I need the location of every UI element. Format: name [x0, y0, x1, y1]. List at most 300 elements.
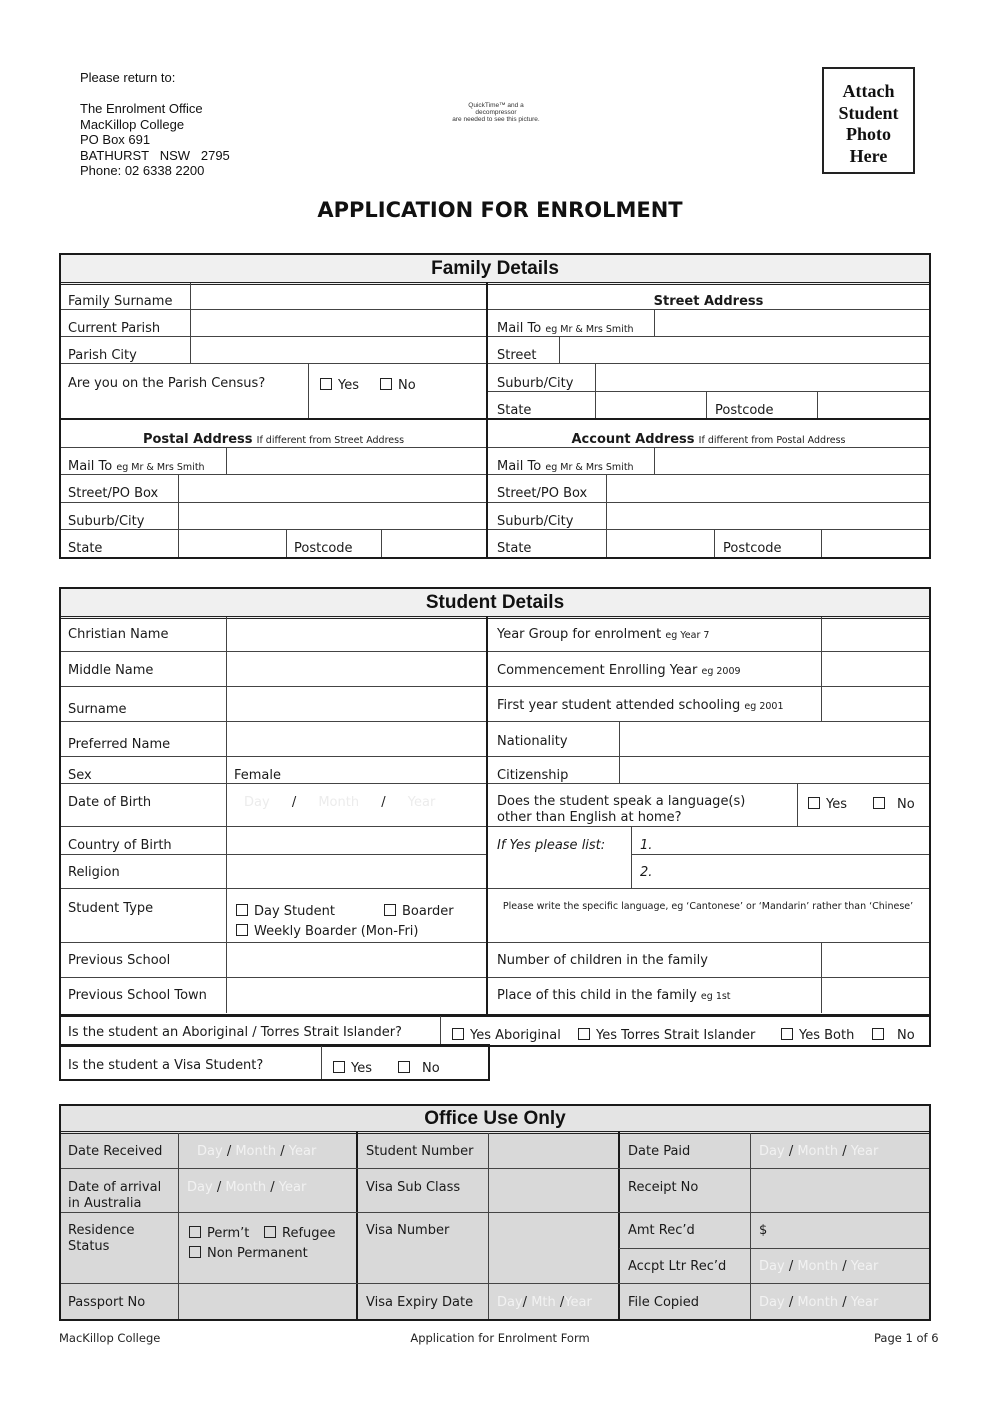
parish-census-question: Are you on the Parish Census?	[68, 376, 266, 391]
account-mail-to-field[interactable]	[656, 449, 928, 473]
footer-left: MacKillop College	[59, 1331, 161, 1345]
postal-street-field[interactable]	[180, 476, 485, 501]
visa-no-option[interactable]	[398, 1061, 440, 1076]
account-suburb-field[interactable]	[608, 504, 928, 528]
heading-note: If different from Postal Address	[698, 435, 846, 446]
passport-field[interactable]	[180, 1285, 355, 1318]
placeholder-line: decompressor	[475, 109, 517, 116]
previous-school-town-field[interactable]	[228, 979, 485, 1011]
language-yes-option[interactable]	[808, 797, 847, 812]
option-label: No	[897, 797, 915, 812]
checkbox-icon[interactable]	[384, 904, 396, 916]
divider	[654, 309, 655, 336]
visa-number-field[interactable]	[490, 1214, 617, 1282]
postal-mail-to-label	[68, 459, 205, 474]
photo-box-text: Student	[838, 102, 899, 123]
surname-field[interactable]	[228, 688, 485, 720]
day-placeholder: Day	[244, 795, 270, 810]
christian-name-label: Christian Name	[68, 627, 169, 642]
non-permanent-option[interactable]	[189, 1246, 308, 1261]
divider	[61, 686, 486, 687]
date-arrival-label	[68, 1180, 161, 1212]
census-no-option[interactable]	[380, 378, 416, 393]
if-yes-list-label: If Yes please list:	[497, 838, 606, 853]
option-label: Yes	[338, 378, 359, 393]
atsi-yes-both-option[interactable]	[781, 1028, 854, 1043]
date-separator: /	[291, 795, 297, 810]
street-mail-to-field[interactable]	[656, 311, 928, 335]
date-separator: /	[842, 1259, 847, 1274]
divider	[488, 447, 929, 448]
divider	[488, 942, 929, 943]
preferred-name-label: Preferred Name	[68, 737, 171, 752]
date-separator: /	[381, 795, 386, 810]
divider	[61, 336, 486, 337]
question-line: other than English at home?	[497, 810, 682, 825]
visa-student-question: Is the student a Visa Student?	[68, 1058, 264, 1073]
missing-image-placeholder	[436, 102, 556, 123]
postal-state-label: State	[68, 541, 103, 556]
divider	[61, 502, 486, 503]
divider	[356, 1131, 358, 1319]
label-line: Date of arrival	[68, 1180, 162, 1195]
return-to-label: Please return to:	[80, 70, 176, 85]
example-text: eg Mr & Mrs Smith	[545, 324, 634, 335]
current-parish-label: Current Parish	[68, 321, 161, 336]
divider	[61, 854, 486, 855]
nationality-label: Nationality	[497, 734, 568, 749]
date-separator: /	[226, 1144, 232, 1159]
postal-mail-to-field[interactable]	[228, 449, 485, 473]
checkbox-icon[interactable]	[808, 797, 820, 809]
label-text: Mail To	[497, 459, 542, 474]
divider	[61, 1168, 929, 1169]
divider	[286, 529, 287, 557]
divider	[61, 888, 486, 889]
date-separator: /	[270, 1180, 275, 1195]
divider	[308, 363, 309, 418]
divider	[488, 1133, 489, 1319]
month-placeholder: Month	[318, 795, 360, 810]
divider	[440, 1016, 441, 1046]
current-parish-field[interactable]	[192, 311, 485, 335]
sex-field[interactable]: Female	[234, 768, 282, 783]
place-child-label	[497, 988, 731, 1003]
option-label: No	[398, 378, 416, 393]
divider	[595, 363, 596, 418]
day-student-option[interactable]	[236, 904, 335, 919]
weekly-boarder-option[interactable]	[236, 924, 418, 939]
divider	[226, 447, 227, 474]
divider	[321, 1046, 322, 1079]
commencement-year-label	[497, 663, 741, 678]
checkbox-icon[interactable]	[873, 797, 885, 809]
divider	[61, 826, 486, 827]
date-paid-field[interactable]	[759, 1144, 878, 1159]
option-label: Yes	[826, 797, 847, 812]
example-text: eg Year 7	[665, 630, 710, 641]
address-line: MacKillop College	[80, 116, 185, 132]
day-placeholder: Day	[759, 1259, 785, 1274]
label-text: Commencement Enrolling Year	[497, 663, 698, 678]
month-placeholder: Month	[225, 1180, 267, 1195]
address-line: The Enrolment Office	[80, 101, 203, 116]
dob-field[interactable]	[244, 795, 435, 810]
photo-box-text: Here	[849, 145, 888, 166]
divider	[797, 783, 798, 826]
divider	[821, 617, 822, 721]
year-group-field[interactable]	[823, 618, 928, 650]
divider	[619, 1248, 929, 1249]
checkbox-icon[interactable]	[333, 1061, 345, 1073]
label-text: Mail To	[68, 459, 113, 474]
street-field[interactable]	[561, 338, 928, 362]
christian-name-field[interactable]	[228, 618, 485, 650]
divider	[178, 1133, 179, 1319]
day-placeholder: Day	[759, 1144, 785, 1159]
month-placeholder: Mth	[531, 1295, 556, 1310]
amt-recd-field[interactable]: $	[759, 1223, 768, 1238]
language-1-field[interactable]: 1.	[640, 838, 653, 853]
account-mail-to-label	[497, 459, 634, 474]
student-photo-box[interactable]	[822, 67, 915, 174]
postal-street-label: Street/PO Box	[68, 486, 159, 501]
option-label: Yes Aboriginal	[470, 1028, 561, 1043]
divider	[619, 721, 620, 783]
option-label: Perm’t	[207, 1226, 250, 1241]
receipt-no-label: Receipt No	[628, 1180, 699, 1195]
country-of-birth-field[interactable]	[228, 828, 485, 853]
account-state-field[interactable]	[608, 531, 713, 556]
account-street-field[interactable]	[608, 476, 928, 501]
date-received-label: Date Received	[68, 1144, 163, 1159]
address-line: PO Box 691	[80, 132, 151, 147]
checkbox-icon[interactable]	[872, 1028, 884, 1040]
passport-label: Passport No	[68, 1295, 146, 1310]
year-placeholder: Year	[564, 1295, 592, 1310]
middle-name-field[interactable]	[228, 653, 485, 685]
page-title: APPLICATION FOR ENROLMENT	[317, 198, 683, 222]
date-separator: /	[280, 1144, 285, 1159]
file-copied-label: File Copied	[628, 1295, 700, 1310]
example-text: eg Mr & Mrs Smith	[545, 462, 634, 473]
census-yes-option[interactable]	[320, 378, 359, 393]
divider	[750, 1133, 751, 1319]
permanent-option[interactable]	[189, 1226, 249, 1241]
amt-recd-label: Amt Rec’d	[628, 1223, 695, 1238]
placeholder-line: are needed to see this picture.	[452, 116, 540, 123]
street-postcode-field[interactable]	[819, 393, 928, 417]
street-state-label: State	[497, 403, 532, 418]
date-separator: /	[788, 1144, 794, 1159]
sex-label: Sex	[68, 768, 92, 783]
checkbox-icon[interactable]	[320, 378, 332, 390]
divider	[714, 529, 715, 557]
placeholder-line: QuickTime™ and a	[468, 102, 524, 109]
divider	[61, 783, 486, 784]
divider	[381, 529, 382, 557]
divider	[61, 1283, 929, 1284]
visa-expiry-field[interactable]	[497, 1295, 592, 1310]
student-type-label: Student Type	[68, 901, 154, 916]
divider	[488, 721, 929, 722]
street-state-field[interactable]	[597, 393, 705, 417]
label-text: Mail To	[497, 321, 542, 336]
example-text: eg Mr & Mrs Smith	[116, 462, 205, 473]
divider	[190, 283, 191, 363]
month-placeholder: Month	[797, 1295, 839, 1310]
divider	[61, 651, 486, 652]
divider	[817, 391, 818, 418]
option-label: Yes Both	[799, 1028, 855, 1043]
divider	[706, 391, 707, 418]
student-details-heading: Student Details	[61, 589, 929, 619]
divider	[488, 529, 929, 530]
postal-suburb-field[interactable]	[180, 504, 485, 528]
visa-expiry-label: Visa Expiry Date	[366, 1295, 474, 1310]
commencement-year-field[interactable]	[823, 653, 928, 685]
divider	[61, 942, 486, 943]
account-postcode-label: Postcode	[723, 541, 782, 556]
divider	[61, 721, 486, 722]
date-arrival-field[interactable]	[187, 1180, 306, 1195]
language-note: Please write the specific language, eg ‘Cantonese’ or ‘Mandarin’ rather than ‘Chinese’	[502, 901, 914, 912]
visa-number-label: Visa Number	[366, 1223, 450, 1238]
student-number-field[interactable]	[490, 1134, 617, 1167]
divider	[61, 529, 486, 530]
checkbox-icon[interactable]	[189, 1246, 201, 1258]
divider	[60, 418, 930, 420]
divider	[488, 363, 929, 364]
file-copied-field[interactable]	[759, 1295, 878, 1310]
divider	[488, 686, 929, 687]
date-paid-label: Date Paid	[628, 1144, 691, 1159]
divider	[606, 474, 607, 557]
divider	[631, 826, 632, 888]
boarder-option[interactable]	[384, 904, 454, 919]
divider	[618, 1131, 620, 1319]
num-children-label: Number of children in the family	[497, 953, 708, 968]
divider	[486, 616, 488, 1016]
month-placeholder: Month	[235, 1144, 277, 1159]
previous-school-label: Previous School	[68, 953, 171, 968]
option-label: Weekly Boarder (Mon-Fri)	[254, 924, 419, 939]
previous-school-town-label: Previous School Town	[68, 988, 207, 1003]
divider	[821, 942, 822, 1013]
divider	[488, 783, 929, 784]
year-placeholder: Year	[278, 1180, 307, 1195]
example-text: eg 2009	[701, 666, 741, 677]
label-text: First year student attended schooling	[497, 698, 741, 713]
date-separator: /	[842, 1295, 847, 1310]
month-placeholder: Month	[797, 1259, 839, 1274]
divider	[488, 474, 929, 475]
divider	[178, 474, 179, 557]
year-placeholder: Year	[850, 1144, 879, 1159]
atsi-question: Is the student an Aboriginal / Torres Strait Islander?	[68, 1025, 402, 1040]
date-separator: /	[522, 1295, 528, 1310]
street-suburb-field[interactable]	[597, 365, 928, 390]
divider	[488, 336, 929, 337]
divider	[226, 617, 227, 1013]
checkbox-icon[interactable]	[264, 1226, 276, 1238]
option-label: Non Permanent	[207, 1246, 308, 1261]
example-text: eg 1st	[700, 991, 731, 1002]
checkbox-icon[interactable]	[398, 1061, 410, 1073]
account-street-label: Street/PO Box	[497, 486, 588, 501]
visa-sub-class-field[interactable]	[490, 1170, 617, 1211]
checkbox-icon[interactable]	[452, 1028, 464, 1040]
divider	[61, 309, 486, 310]
postal-state-field[interactable]	[180, 531, 285, 556]
family-surname-field[interactable]	[192, 284, 485, 308]
account-address-heading	[488, 432, 929, 447]
checkbox-icon[interactable]	[781, 1028, 793, 1040]
accpt-ltr-label: Accpt Ltr Rec’d	[628, 1259, 727, 1274]
visa-sub-class-label: Visa Sub Class	[366, 1180, 461, 1195]
label-text: Place of this child in the family	[497, 988, 697, 1003]
label-text: Year Group for enrolment	[497, 627, 662, 642]
dob-label: Date of Birth	[68, 795, 152, 810]
month-placeholder: Month	[797, 1144, 839, 1159]
divider	[821, 529, 822, 557]
parish-city-field[interactable]	[192, 338, 485, 362]
first-year-schooling-label	[497, 698, 784, 713]
citizenship-field[interactable]	[621, 758, 928, 782]
divider	[486, 282, 488, 558]
other-language-question	[497, 794, 745, 826]
label-line: Residence	[68, 1223, 135, 1238]
religion-field[interactable]	[228, 856, 485, 887]
street-mail-to-label	[497, 321, 634, 336]
option-label: Boarder	[402, 904, 454, 919]
checkbox-icon[interactable]	[380, 378, 392, 390]
divider	[61, 447, 486, 448]
divider	[488, 391, 929, 392]
receipt-no-field[interactable]	[752, 1170, 928, 1211]
parish-city-label: Parish City	[68, 348, 137, 363]
language-no-option[interactable]	[873, 797, 915, 812]
year-placeholder: Year	[288, 1144, 317, 1159]
heading-text: Postal Address	[142, 432, 253, 447]
checkbox-icon[interactable]	[189, 1226, 201, 1238]
divider	[488, 756, 929, 757]
address-line: BATHURST NSW 2795	[80, 147, 230, 163]
option-label: Yes	[351, 1061, 372, 1076]
day-placeholder: Day	[197, 1144, 223, 1159]
previous-school-field[interactable]	[228, 944, 485, 976]
divider	[488, 826, 929, 827]
street-postcode-label: Postcode	[715, 403, 774, 418]
day-placeholder: Day	[759, 1295, 785, 1310]
divider	[61, 756, 486, 757]
street-label: Street	[497, 348, 537, 363]
divider	[631, 854, 929, 855]
account-postcode-field[interactable]	[823, 531, 928, 556]
atsi-yes-tsi-option[interactable]	[578, 1028, 755, 1043]
citizenship-label: Citizenship	[497, 768, 569, 783]
surname-label: Surname	[68, 702, 127, 717]
date-separator: /	[216, 1180, 222, 1195]
visa-yes-option[interactable]	[333, 1061, 372, 1076]
year-group-label	[497, 627, 709, 642]
option-label: Day Student	[254, 904, 335, 919]
divider	[61, 977, 486, 978]
refugee-option[interactable]	[264, 1226, 336, 1241]
year-placeholder: Year	[407, 795, 436, 810]
middle-name-label: Middle Name	[68, 663, 154, 678]
street-suburb-label: Suburb/City	[497, 376, 574, 391]
divider	[488, 309, 929, 310]
divider	[559, 336, 560, 363]
label-line: in Australia	[68, 1196, 142, 1211]
example-text: eg 2001	[744, 701, 784, 712]
residence-status-label	[68, 1223, 134, 1255]
postal-postcode-field[interactable]	[383, 531, 485, 556]
postal-address-heading	[61, 432, 486, 447]
checkbox-icon[interactable]	[578, 1028, 590, 1040]
heading-text: Account Address	[571, 432, 695, 447]
language-2-field[interactable]: 2.	[640, 865, 653, 880]
atsi-yes-aboriginal-option[interactable]	[452, 1028, 561, 1043]
day-placeholder: Day	[497, 1295, 523, 1310]
family-details-heading: Family Details	[61, 255, 929, 285]
divider	[488, 651, 929, 652]
checkbox-icon[interactable]	[236, 904, 248, 916]
divider	[488, 977, 929, 978]
office-use-heading: Office Use Only	[61, 1106, 929, 1134]
checkbox-icon[interactable]	[236, 924, 248, 936]
religion-label: Religion	[68, 865, 120, 880]
preferred-name-field[interactable]	[228, 723, 485, 755]
street-address-heading: Street Address	[653, 294, 764, 309]
divider	[488, 888, 929, 889]
student-number-label: Student Number	[366, 1144, 474, 1159]
option-label: Yes Torres Strait Islander	[596, 1028, 756, 1043]
date-separator: /	[788, 1295, 794, 1310]
nationality-field[interactable]	[621, 723, 928, 755]
divider	[654, 447, 655, 474]
divider	[61, 363, 486, 364]
footer-center: Application for Enrolment Form	[410, 1331, 590, 1345]
year-placeholder: Year	[850, 1259, 879, 1274]
photo-box-text: Photo	[846, 124, 891, 144]
atsi-no-option[interactable]	[872, 1028, 915, 1043]
day-placeholder: Day	[187, 1180, 213, 1195]
date-separator: /	[788, 1259, 794, 1274]
address-line: Phone: 02 6338 2200	[80, 163, 205, 178]
option-label: No	[422, 1061, 440, 1076]
country-of-birth-label: Country of Birth	[68, 838, 172, 853]
postal-suburb-label: Suburb/City	[68, 514, 145, 529]
num-children-field[interactable]	[823, 944, 928, 976]
option-label: Refugee	[282, 1226, 336, 1241]
divider	[61, 1212, 929, 1213]
heading-note: If different from Street Address	[256, 435, 405, 446]
return-address	[80, 101, 230, 179]
photo-box-text: Attach	[842, 81, 895, 101]
date-received-field[interactable]	[197, 1144, 316, 1159]
first-year-schooling-field[interactable]	[823, 688, 928, 720]
account-suburb-label: Suburb/City	[497, 514, 574, 529]
account-state-label: State	[497, 541, 532, 556]
option-label: No	[897, 1028, 915, 1043]
date-separator: /	[559, 1295, 565, 1310]
label-line: Status	[68, 1239, 110, 1254]
accpt-ltr-field[interactable]	[759, 1259, 878, 1274]
divider	[488, 502, 929, 503]
place-child-field[interactable]	[823, 979, 928, 1011]
